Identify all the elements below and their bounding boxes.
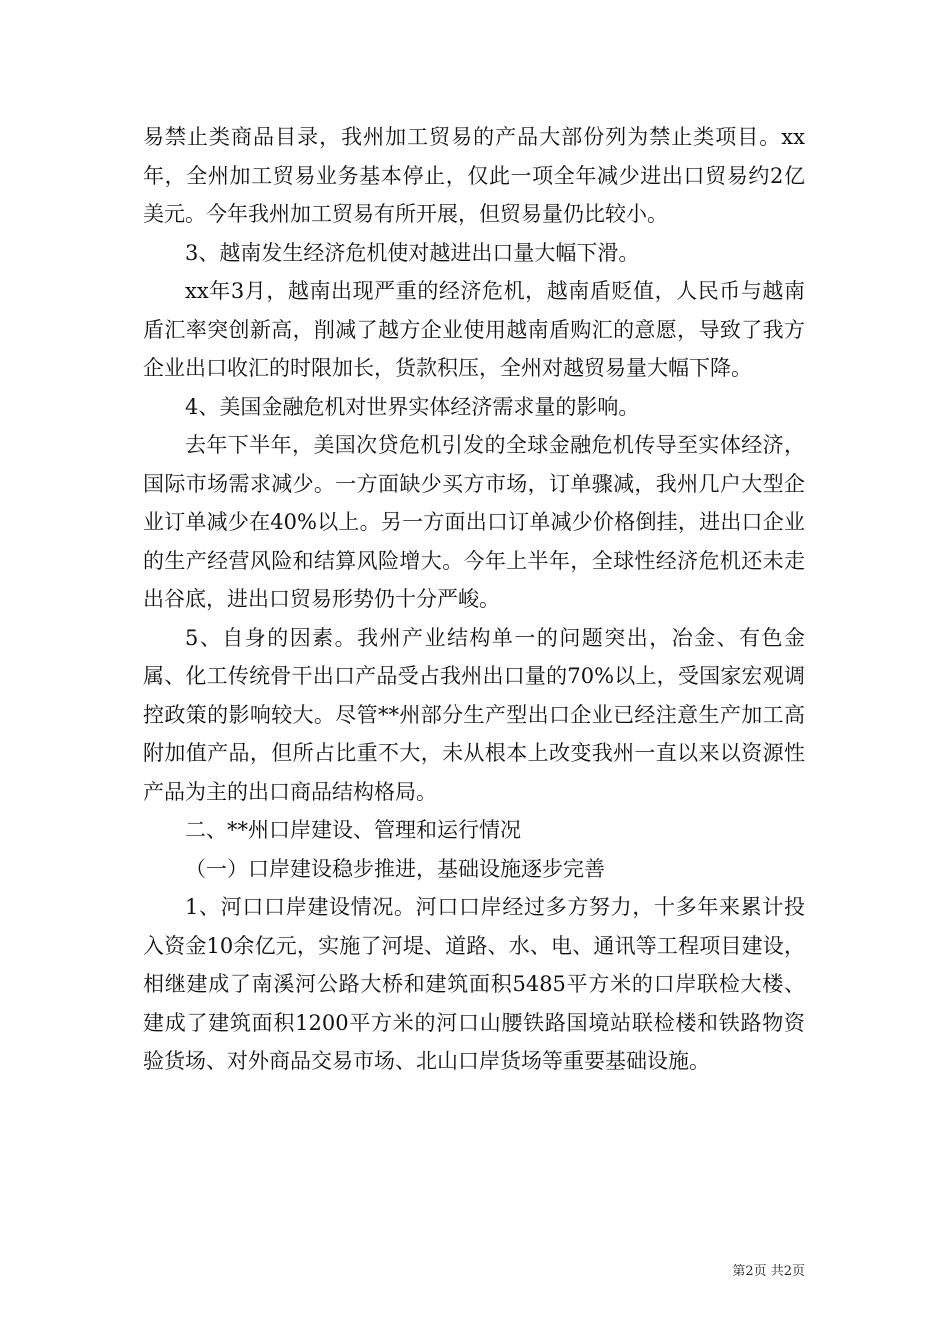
section-heading-port: 二、**州口岸建设、管理和运行情况 <box>185 818 521 842</box>
paragraph-continuation: 易禁止类商品目录，我州加工贸易的产品大部份列为禁止类项目。xx年，全州加工贸易业务基本停止，仅此一项全年减少进出口贸易约2亿美元。今年我州加工贸易有所开展，但贸易量仍比较小。 <box>143 125 805 226</box>
page-number-footer: 第2页 共2页 <box>732 1264 805 1279</box>
paragraph-heading-4: 4、美国金融危机对世界实体经济需求量的影响。 <box>185 394 640 419</box>
paragraph-financial-crisis: 去年下半年，美国次贷危机引发的全球金融危机传导至实体经济，国际市场需求减少。一方面缺少买方市场，订单骤减，我州几户大型企业订单减少在40%以上。另一方面出口订单减少价格倒挂，进出口企业的生产经营风险和结算风险增大。今年上半年，全球性经济危机还未走出谷底，进出口贸易形势仍十分严峻。 <box>143 433 805 611</box>
paragraph-vietnam-crisis: xx年3月，越南出现严重的经济危机，越南盾贬值，人民币与越南盾汇率突创新高，削减了越方企业使用越南盾购汇的意愿，导致了我方企业出口收汇的时限加长，货款积压，全州对越贸易量大幅下降。 <box>143 279 805 380</box>
subsection-heading-construction: （一）口岸建设稳步推进，基础设施逐步完善 <box>185 856 605 881</box>
paragraph-self-factors: 5、自身的因素。我州产业结构单一的问题突出，冶金、有色金属、化工传统骨干出口产品受占我州出口量的70%以上，受国家宏观调控政策的影响较大。尽管**州部分生产型出口企业已经注意生产加工高附加值产品，但所占比重不大，未从根本上改变我州一直以来以资源性产品为主的出口商品结构格局。 <box>143 625 805 804</box>
paragraph-hekou-port: 1、河口口岸建设情况。河口口岸经过多方努力，十多年来累计投入资金10余亿元，实施了河堤、道路、水、电、通讯等工程项目建设，相继建成了南溪河公路大桥和建筑面积5485平方米的口岸联检大楼、建成了建筑面积1200平方米的河口山腰铁路国境站联检楼和铁路物资验货场、对外商品交易市场、北山口岸货场等重要基础设施。 <box>143 895 805 1073</box>
paragraph-heading-3: 3、越南发生经济危机使对越进出口量大幅下滑。 <box>185 240 640 265</box>
document-body <box>143 118 805 1081</box>
